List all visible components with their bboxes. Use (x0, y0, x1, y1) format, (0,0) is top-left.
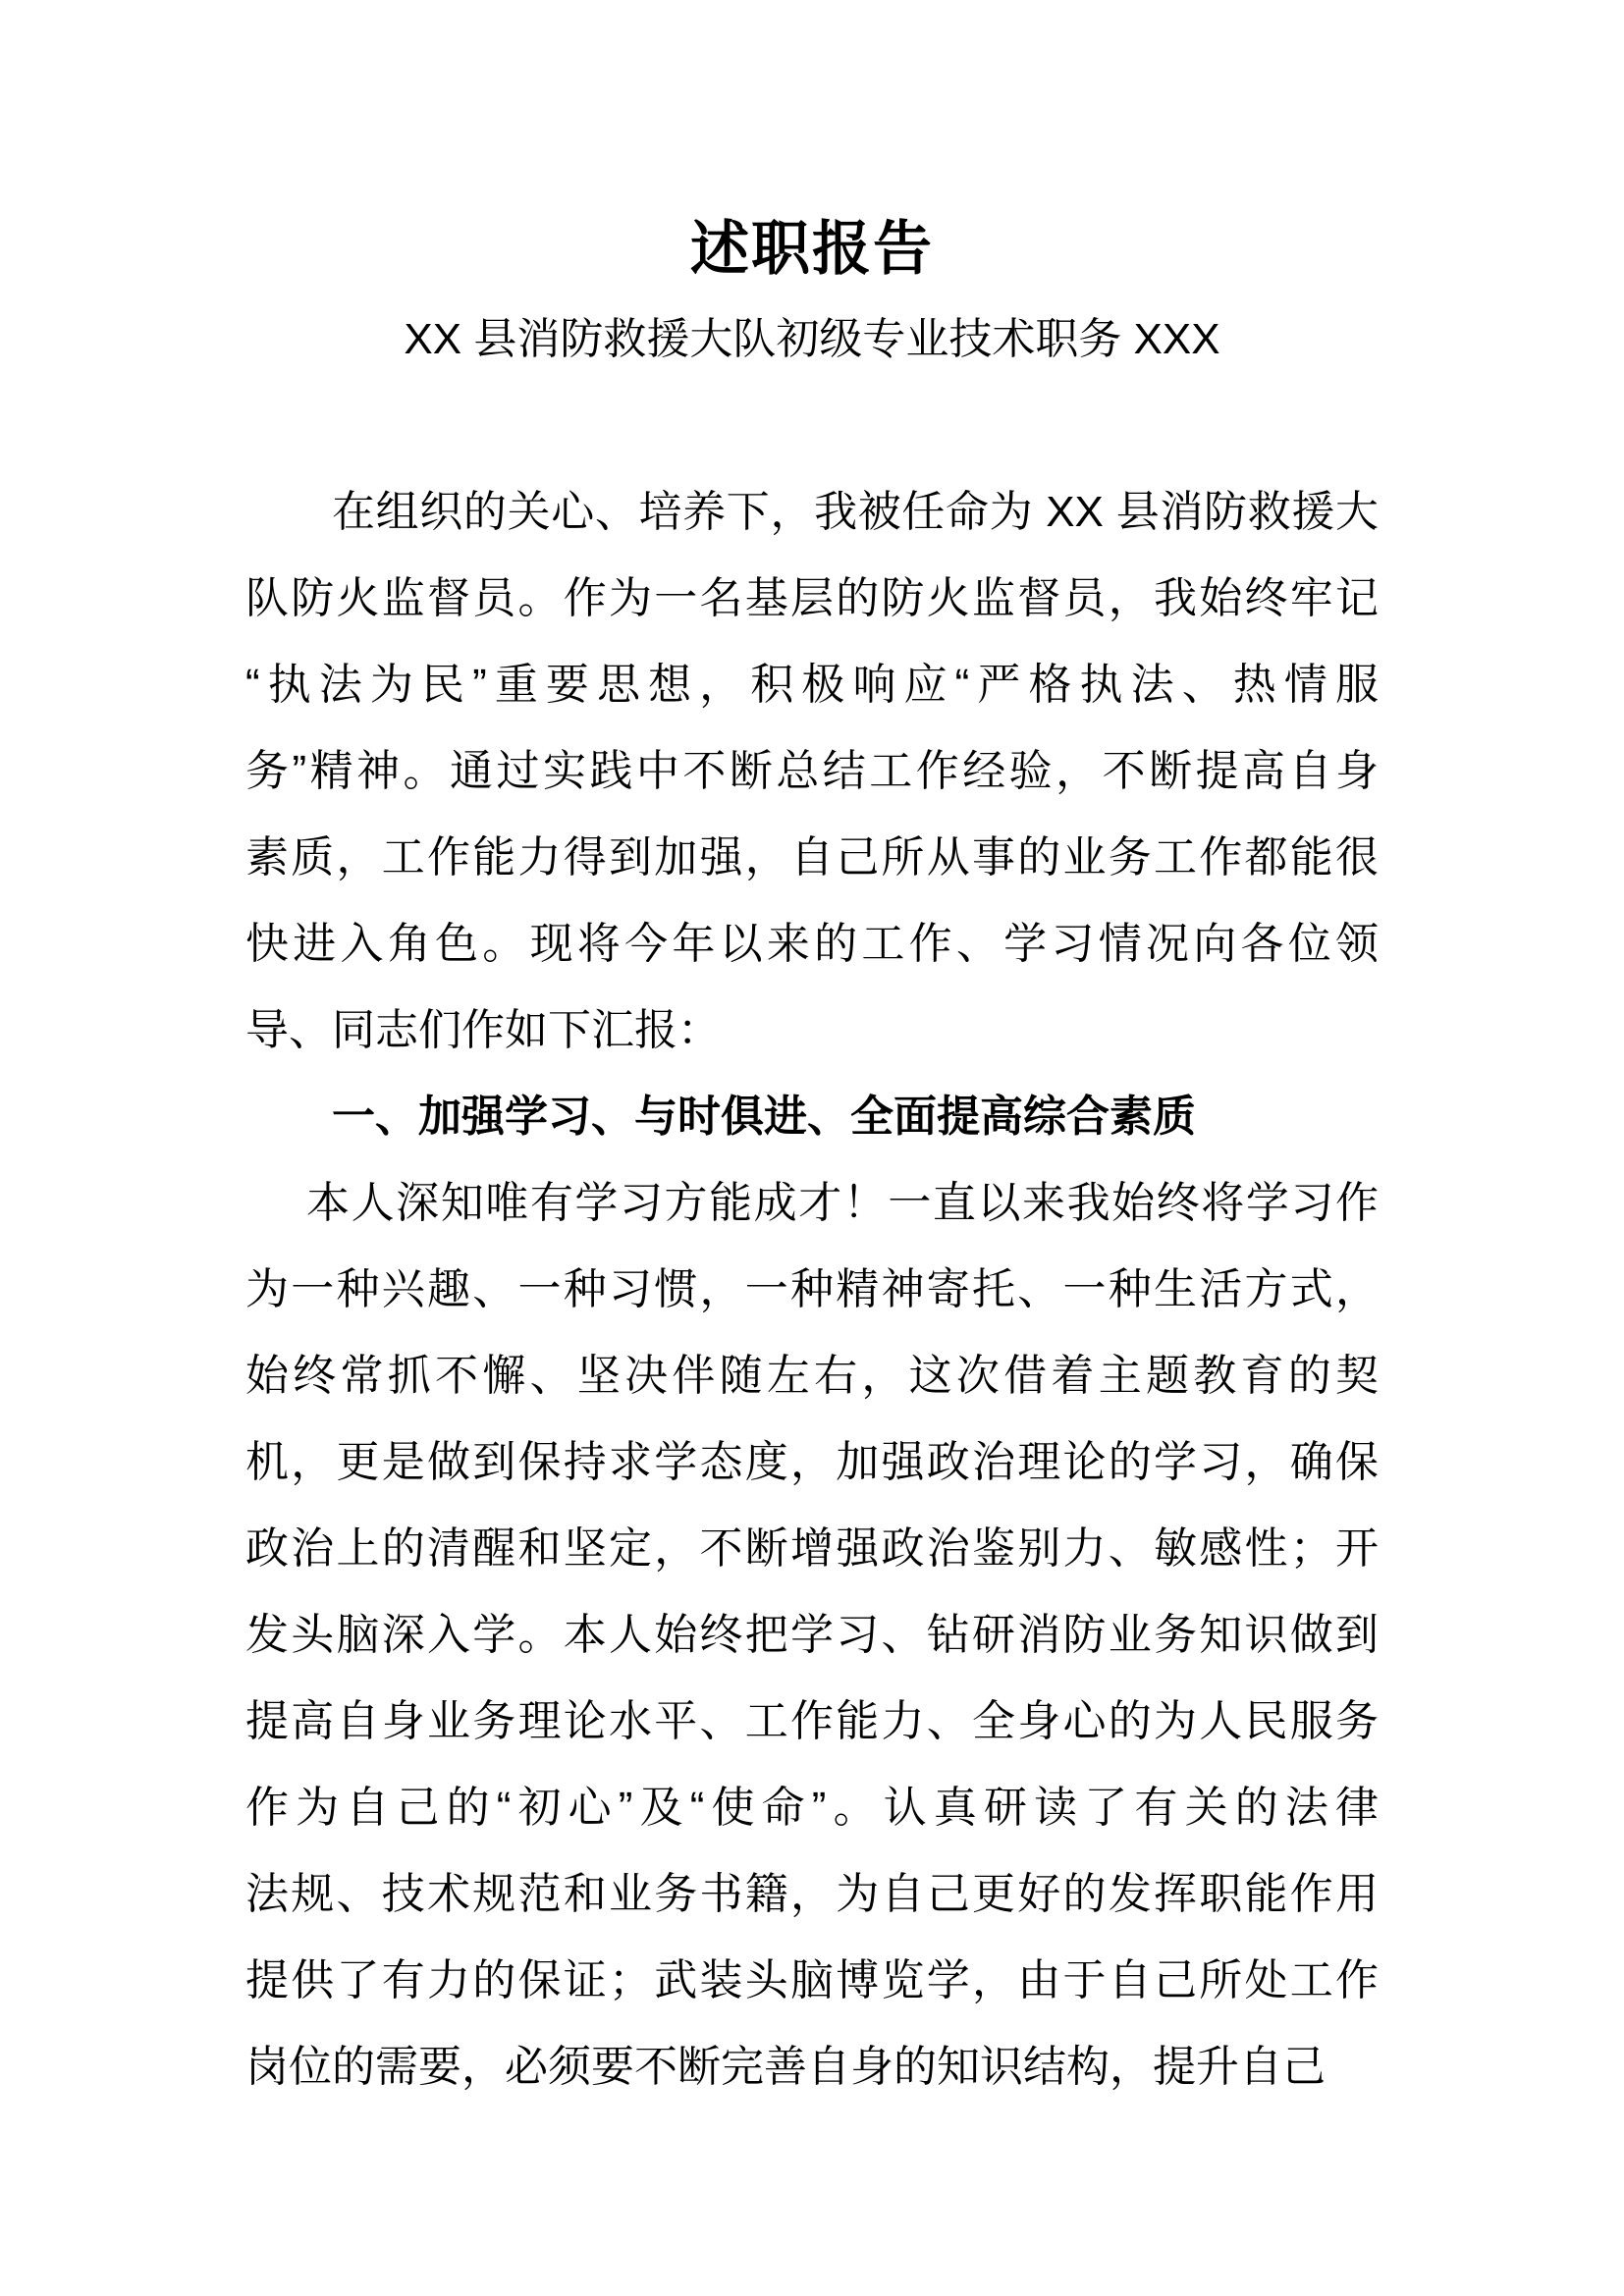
text-line: 在组织的关心、培养下，我被任命为 XX 县消防救援大 (332, 488, 1379, 536)
text-line: 为一种兴趣、一种习惯，一种精神寄托、一种生活方式， (245, 1265, 1379, 1313)
text-line: 本人深知唯有学习方能成才！一直以来我始终将学习作 (306, 1179, 1379, 1227)
document-title: 述职报告 (690, 216, 934, 282)
text-line: 机，更是做到保持求学态度，加强政治理论的学习，确保 (245, 1438, 1379, 1486)
text-line: 提供了有力的保证；武装头脑博览学，由于自己所处工作 (245, 1956, 1379, 2004)
paragraph-section-one (245, 1160, 1379, 2110)
text-line: 发头脑深入学。本人始终把学习、钻研消防业务知识做到 (245, 1611, 1379, 1659)
paragraph-intro (245, 469, 1379, 1074)
text-line: 始终常抓不懈、坚决伴随左右，这次借着主题教育的契 (245, 1352, 1379, 1400)
document-subtitle: XX 县消防救援大队初级专业技术职务 XXX (404, 315, 1220, 363)
text-line: 岗位的需要，必须要不断完善自身的知识结构，提升自己 (245, 2043, 1326, 2091)
text-line: 作为自己的“初心”及“使命”。认真研读了有关的法律 (245, 1784, 1379, 1832)
text-line: 提高自身业务理论水平、工作能力、全身心的为人民服务 (245, 1697, 1379, 1745)
text-line: “执法为民”重要思想，积极响应“严格执法、热情服 (245, 661, 1379, 709)
text-line: 政治上的清醒和坚定，不断增强政治鉴别力、敏感性；开 (245, 1524, 1379, 1573)
text-line: 法规、技术规范和业务书籍，为自己更好的发挥职能作用 (245, 1870, 1379, 1918)
section-heading: 一、加强学习、与时俱进、全面提高综合素质 (332, 1093, 1196, 1141)
text-line: 务”精神。通过实践中不断总结工作经验，不断提高自身 (245, 747, 1379, 795)
text-line: 导、同志们作如下汇报： (245, 1006, 721, 1054)
text-line: 素质，工作能力得到加强，自己所从事的业务工作都能很 (245, 833, 1379, 881)
text-line: 队防火监督员。作为一名基层的防火监督员，我始终牢记 (245, 574, 1379, 622)
blank-line (245, 383, 1379, 469)
text-line: 快进入角色。现将今年以来的工作、学习情况向各位领 (245, 920, 1379, 968)
